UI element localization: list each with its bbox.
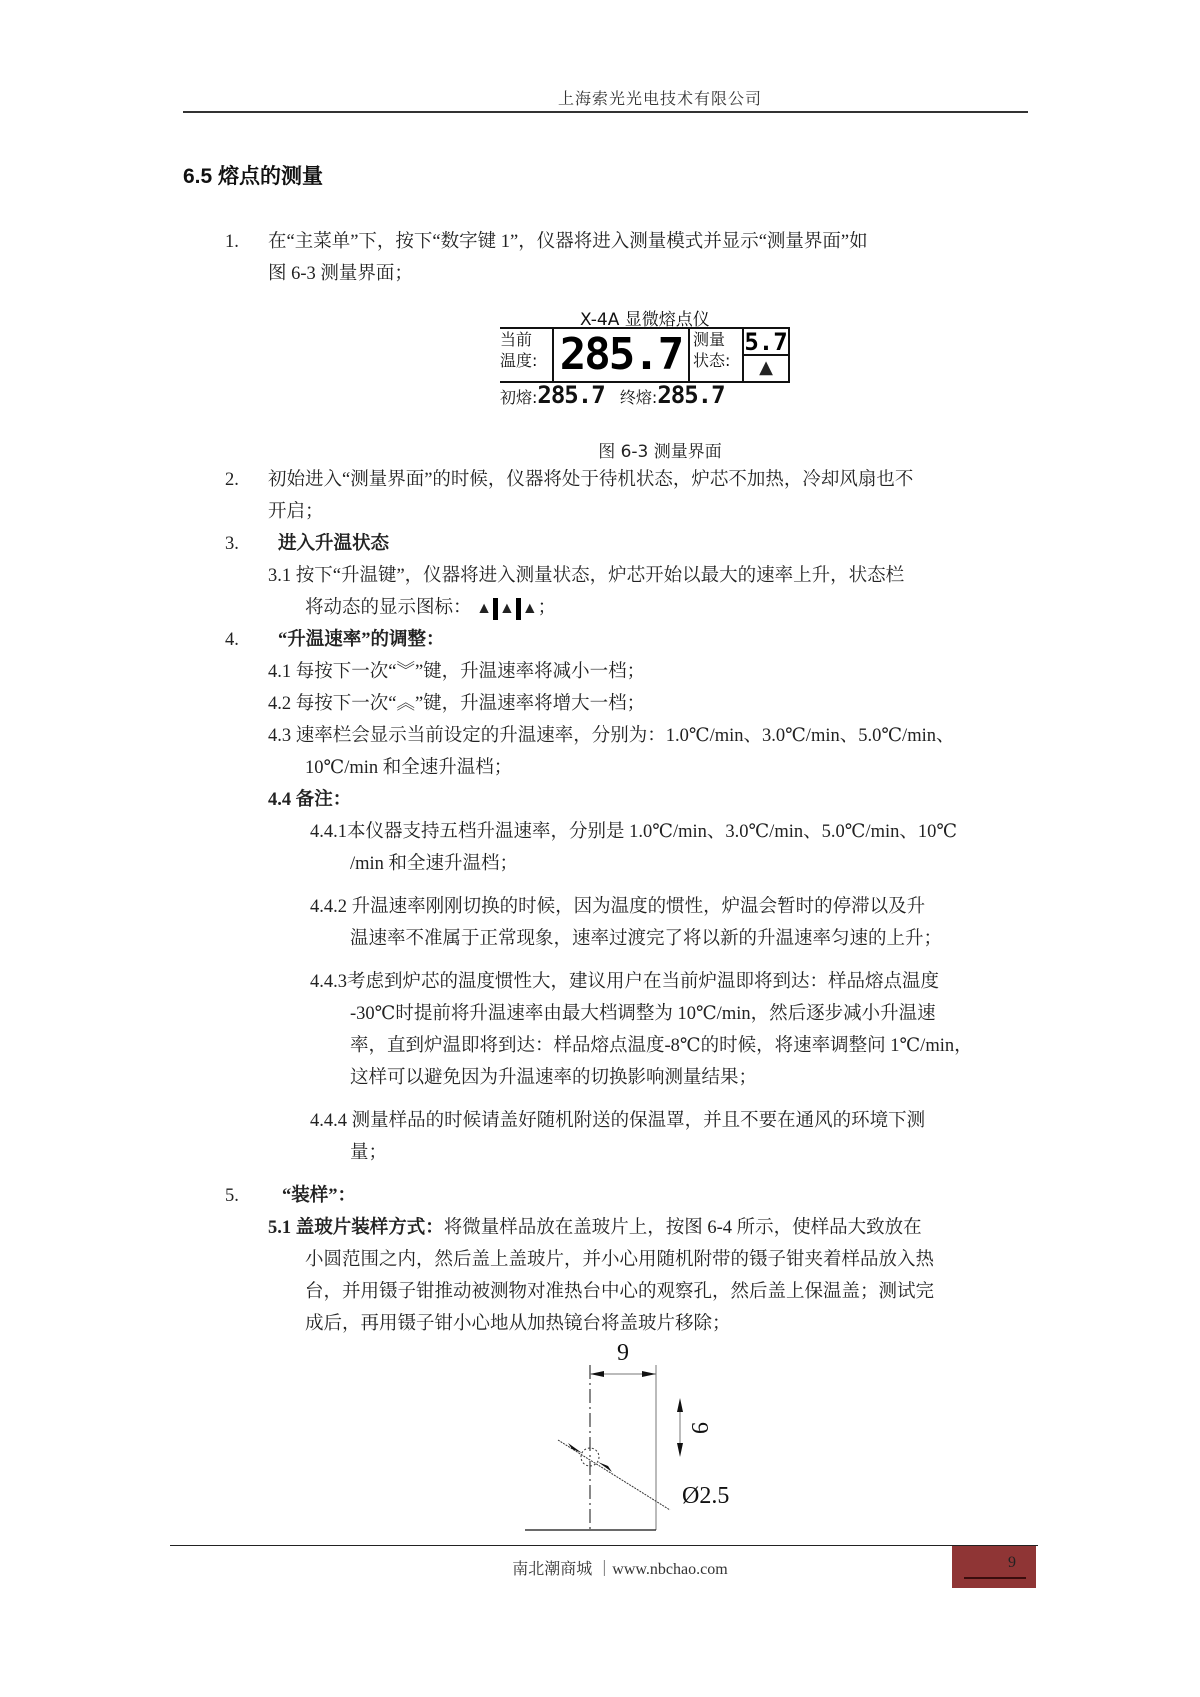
- note-text: -30℃时提前将升温速率由最大档调整为 10℃/min，然后逐步减小升温速: [350, 1004, 936, 1024]
- height-dimension: 9: [686, 1422, 712, 1434]
- item-text: 将动态的显示图标： ▲ ▲ ▲；: [305, 598, 557, 618]
- section-title: 6.5 熔点的测量: [183, 165, 324, 188]
- item-heading: “升温速率”的调整：: [278, 630, 445, 650]
- item-number: 4.: [225, 630, 239, 650]
- item-number: 2.: [225, 470, 239, 490]
- heating-large-icon: ▲: [521, 599, 538, 617]
- lcd-measure-state-label: 测量 状态:: [690, 329, 744, 381]
- heating-tree-icon: ▲: [759, 357, 773, 378]
- lcd-main-row: [500, 327, 790, 383]
- item-text: 成后，再用镊子钳小心地从加热镜台将盖玻片移除；: [305, 1314, 731, 1334]
- notes-heading: 4.4 备注：: [268, 790, 352, 810]
- header-company: 上海索光光电技术有限公司: [557, 91, 762, 108]
- item-number: 5.: [225, 1186, 239, 1206]
- heating-small-icon: ▲: [476, 599, 492, 617]
- lcd-melt-row: 初熔:285.7 终熔:285.7: [500, 381, 725, 409]
- note-text: /min 和全速升温档；: [350, 854, 519, 874]
- note-text: 4.4.2 升温速率刚刚切换的时候，因为温度的惯性，炉温会暂时的停滞以及升: [310, 897, 926, 917]
- header-rule: [183, 111, 1028, 113]
- footer-rule: [170, 1545, 1038, 1546]
- item-text: 在“主菜单”下，按下“数字键 1”，仪器将进入测量模式并显示“测量界面”如: [268, 232, 868, 252]
- item-text: 10℃/min 和全速升温档；: [305, 758, 513, 778]
- item-text: 小圆范围之内，然后盖上盖玻片，并小心用随机附带的镊子钳夹着样品放入热: [305, 1250, 935, 1270]
- heating-medium-icon: ▲: [498, 599, 515, 617]
- item-text: 3.1 按下“升温键”，仪器将进入测量状态，炉芯开始以最大的速率上升，状态栏: [268, 566, 905, 586]
- item-text: 4.3 速率栏会显示当前设定的升温速率，分别为：1.0℃/min、3.0℃/min、5.0℃/min、: [268, 726, 955, 746]
- note-text: 温速率不准属于正常现象，速率过渡完了将以新的升温速率匀速的上升；: [350, 929, 943, 949]
- item-heading: “装样”：: [282, 1186, 357, 1206]
- lcd-measurement-screen: [500, 305, 795, 409]
- lcd-current-temp-label: 当前 温度:: [500, 329, 554, 381]
- figure-caption: 图 6-3 测量界面: [598, 442, 722, 462]
- item-number: 1.: [225, 232, 239, 252]
- note-text: 量；: [350, 1143, 388, 1163]
- item-text: 4.1 每按下一次“︾”键，升温速率将减小一档；: [268, 662, 646, 682]
- note-text: 这样可以避免因为升温速率的切换影响测量结果；: [350, 1068, 758, 1088]
- page-number: 9: [1008, 1554, 1016, 1571]
- item-text: 4.2 每按下一次“︽”键，升温速率将增大一档；: [268, 694, 646, 714]
- note-text: 4.4.3考虑到炉芯的温度惯性大，建议用户在当前炉温即将到达：样品熔点温度: [310, 972, 940, 992]
- item-text: 开启；: [268, 502, 324, 522]
- item-text: 初始进入“测量界面”的时候，仪器将处于待机状态，炉芯不加热，冷却风扇也不: [268, 470, 914, 490]
- final-melt-value: 285.7: [657, 381, 725, 409]
- lcd-current-temp-value: 285.7: [554, 329, 690, 381]
- item-number: 3.: [225, 534, 239, 554]
- lcd-rate-value: 5.7: [744, 328, 788, 356]
- diameter-label: Ø2.5: [682, 1483, 730, 1509]
- note-text: 率，直到炉温即将到达：样品熔点温度-8℃的时候，将速率调整问 1℃/min，: [350, 1036, 973, 1056]
- item-text: 图 6-3 测量界面；: [268, 264, 413, 284]
- page-number-box: [952, 1546, 1036, 1588]
- item-text: 台，并用镊子钳推动被测物对准热台中心的观察孔，然后盖上保温盖；测试完: [305, 1282, 935, 1302]
- item-heading: 进入升温状态: [278, 534, 390, 554]
- note-text: 4.4.1本仪器支持五档升温速率，分别是 1.0℃/min、3.0℃/min、5.0℃/min、10℃: [310, 822, 958, 842]
- lcd-rate-status: [744, 329, 790, 381]
- footer-site: 南北潮商城 ｜www.nbchao.com: [512, 1561, 728, 1578]
- coverslip-diagram: [520, 1340, 760, 1540]
- initial-melt-value: 285.7: [537, 381, 605, 409]
- lcd-device-title: X-4A 显微熔点仪: [580, 310, 710, 330]
- item-text: 5.1 盖玻片装样方式：将微量样品放在盖玻片上，按图 6-4 所示，使样品大致放在: [268, 1218, 922, 1238]
- width-dimension: 9: [617, 1340, 629, 1366]
- note-text: 4.4.4 测量样品的时候请盖好随机附送的保温罩，并且不要在通风的环境下测: [310, 1111, 926, 1131]
